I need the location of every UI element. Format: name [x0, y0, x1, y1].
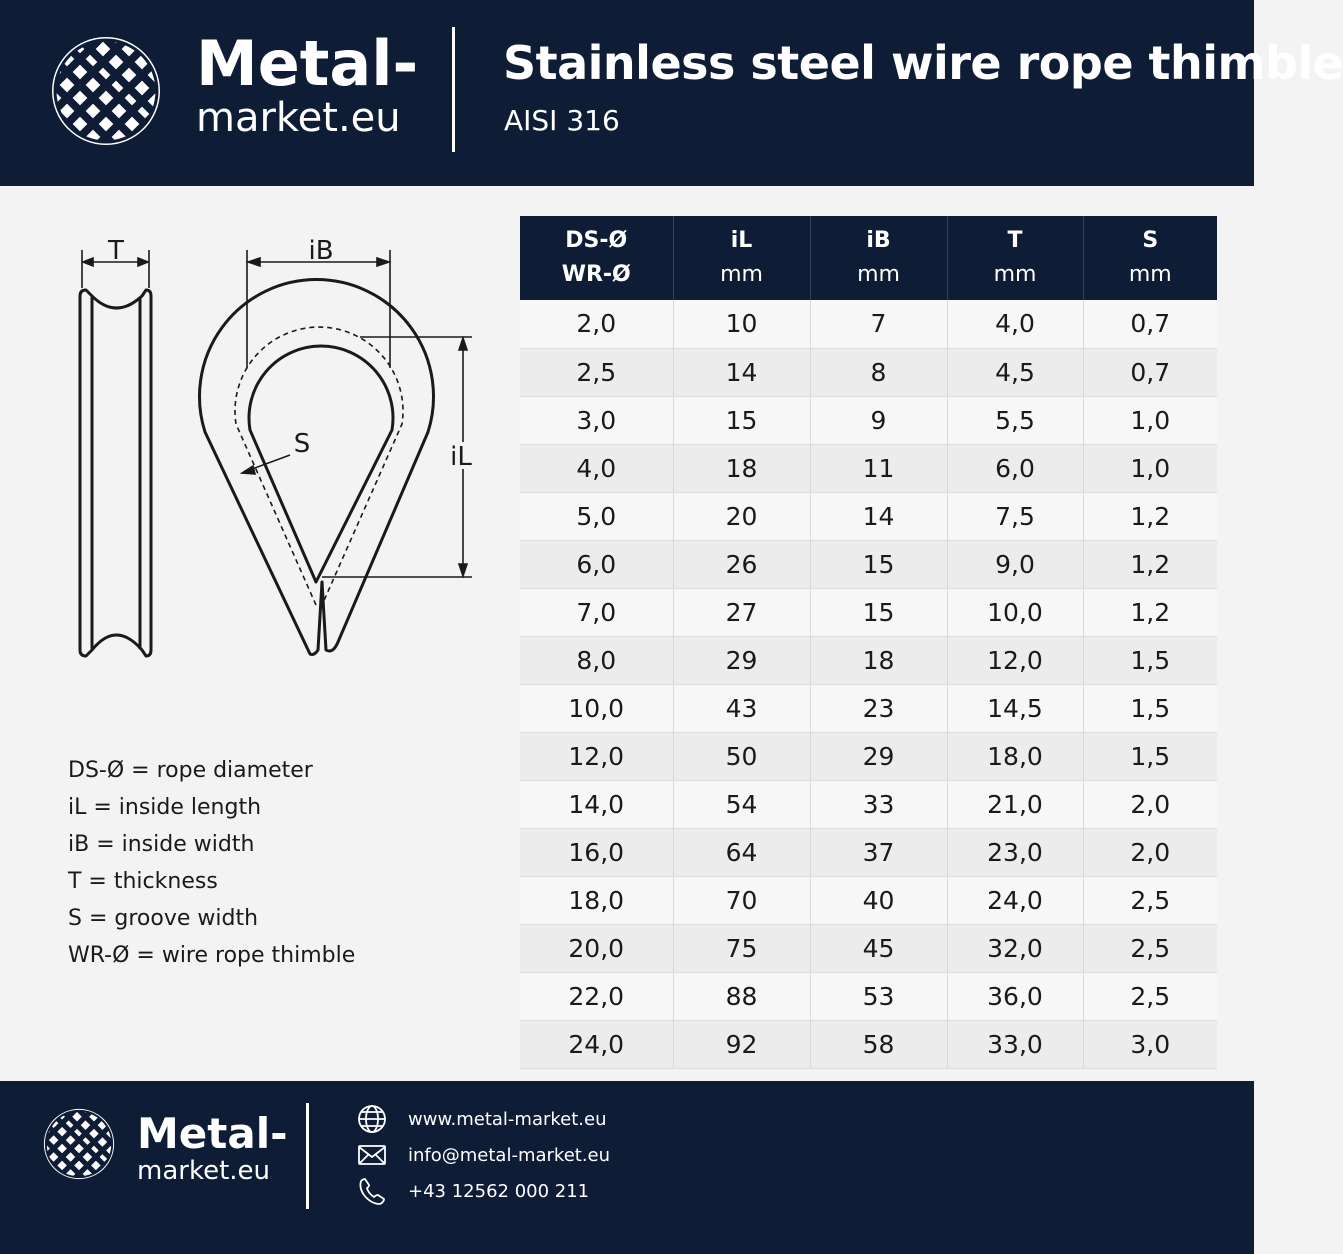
table-cell: 15: [810, 540, 947, 588]
table-cell: 12,0: [947, 636, 1083, 684]
table-row: [520, 876, 1217, 924]
table-cell: 3,0: [1083, 1020, 1217, 1068]
dim-label-iL: iL: [450, 442, 472, 472]
table-cell: 1,2: [1083, 540, 1217, 588]
table-cell: 1,0: [1083, 396, 1217, 444]
dim-label-T: T: [108, 236, 124, 266]
table-cell: 14,5: [947, 684, 1083, 732]
table-cell: 2,0: [520, 300, 673, 348]
table-cell: 12,0: [520, 732, 673, 780]
table-cell: 8,0: [520, 636, 673, 684]
table-cell: 18,0: [947, 732, 1083, 780]
col-header-s: [1083, 216, 1217, 300]
table-cell: 36,0: [947, 972, 1083, 1020]
footer-divider: [306, 1103, 309, 1209]
brand-name: [196, 27, 419, 141]
footer-brand-line1: Metal-: [137, 1109, 288, 1158]
col-header-t: [947, 216, 1083, 300]
table-cell: 1,0: [1083, 444, 1217, 492]
lattice-logo-icon: [40, 1105, 118, 1183]
col-header-label: T: [1007, 228, 1023, 253]
col-header-ib: [810, 216, 947, 300]
table-cell: 10,0: [947, 588, 1083, 636]
table-row: [520, 828, 1217, 876]
table-cell: 7,0: [520, 588, 673, 636]
table-cell: 4,5: [947, 348, 1083, 396]
table-cell: 6,0: [520, 540, 673, 588]
footer-banner: [0, 1081, 1254, 1254]
envelope-icon: [356, 1139, 388, 1171]
table-row: [520, 444, 1217, 492]
legend-item: DS-Ø = rope diameter: [68, 758, 313, 783]
table-cell: 70: [673, 876, 810, 924]
table-row: [520, 636, 1217, 684]
table-cell: 21,0: [947, 780, 1083, 828]
table-cell: 1,5: [1083, 732, 1217, 780]
front-view-outer: [200, 280, 434, 655]
table-cell: 32,0: [947, 924, 1083, 972]
table-cell: 2,5: [1083, 972, 1217, 1020]
table-cell: 2,5: [1083, 876, 1217, 924]
dim-label-iB: iB: [308, 236, 334, 266]
table-cell: 33: [810, 780, 947, 828]
table-cell: 58: [810, 1020, 947, 1068]
table-cell: 45: [810, 924, 947, 972]
dim-label-S: S: [293, 429, 311, 459]
table-cell: 24,0: [947, 876, 1083, 924]
table-cell: 1,5: [1083, 684, 1217, 732]
table-row: [520, 732, 1217, 780]
col-header-unit: mm: [857, 262, 900, 287]
table-cell: 92: [673, 1020, 810, 1068]
table-row: [520, 588, 1217, 636]
table-row: [520, 972, 1217, 1020]
phone-icon: [356, 1175, 388, 1207]
table-row: [520, 684, 1217, 732]
table-cell: 15: [810, 588, 947, 636]
table-header-row: [520, 216, 1217, 300]
table-cell: 1,5: [1083, 636, 1217, 684]
front-view-inner: [249, 346, 393, 582]
table-cell: 24,0: [520, 1020, 673, 1068]
col-header-label: iL: [730, 228, 753, 253]
table-cell: 2,0: [1083, 828, 1217, 876]
col-header-unit: mm: [720, 262, 763, 287]
legend-item: T = thickness: [68, 869, 218, 894]
table-cell: 2,5: [1083, 924, 1217, 972]
table-row: [520, 396, 1217, 444]
table-cell: 4,0: [520, 444, 673, 492]
col-header-unit: mm: [993, 262, 1037, 287]
header-divider: [452, 27, 455, 152]
table-row: [520, 300, 1217, 348]
table-row: [520, 780, 1217, 828]
col-header-label: iB: [866, 228, 891, 253]
table-row: [520, 348, 1217, 396]
website-text: www.metal-market.eu: [408, 1108, 607, 1130]
table-row: [520, 492, 1217, 540]
table-cell: 9: [810, 396, 947, 444]
table-cell: 11: [810, 444, 947, 492]
table-cell: 7,5: [947, 492, 1083, 540]
table-cell: 2,5: [520, 348, 673, 396]
table-cell: 1,2: [1083, 588, 1217, 636]
table-cell: 0,7: [1083, 300, 1217, 348]
table-cell: 88: [673, 972, 810, 1020]
table-cell: 26: [673, 540, 810, 588]
table-cell: 6,0: [947, 444, 1083, 492]
legend-item: iB = inside width: [68, 832, 255, 857]
table-cell: 18: [673, 444, 810, 492]
table-cell: 5,0: [520, 492, 673, 540]
table-cell: 2,0: [1083, 780, 1217, 828]
footer-brand-name: [137, 1111, 288, 1185]
table-cell: 40: [810, 876, 947, 924]
table-cell: 14: [810, 492, 947, 540]
table-cell: 20,0: [520, 924, 673, 972]
thimble-drawing: [60, 220, 500, 670]
table-cell: 20: [673, 492, 810, 540]
email-link[interactable]: [356, 1139, 610, 1171]
table-cell: 9,0: [947, 540, 1083, 588]
table-cell: 53: [810, 972, 947, 1020]
table-cell: 5,5: [947, 396, 1083, 444]
globe-icon: [356, 1103, 388, 1135]
table-cell: 14,0: [520, 780, 673, 828]
table-cell: 15: [673, 396, 810, 444]
table-cell: 8: [810, 348, 947, 396]
table-cell: 14: [673, 348, 810, 396]
legend-item: WR-Ø = wire rope thimble: [68, 943, 356, 968]
lattice-logo-icon: [46, 31, 166, 151]
table-row: [520, 1020, 1217, 1068]
table-cell: 1,2: [1083, 492, 1217, 540]
page-title: Stainless steel wire rope thimble: [503, 36, 1343, 90]
table-cell: 16,0: [520, 828, 673, 876]
header-banner: [0, 0, 1343, 186]
table-row: [520, 540, 1217, 588]
legend-item: iL = inside length: [68, 795, 262, 820]
col-header-label: DS-Ø: [565, 228, 628, 253]
table-cell: 54: [673, 780, 810, 828]
table-cell: 33,0: [947, 1020, 1083, 1068]
phone-link[interactable]: [356, 1175, 589, 1207]
col-header-il: [673, 216, 810, 300]
table-cell: 10,0: [520, 684, 673, 732]
table-row: [520, 924, 1217, 972]
legend: [68, 752, 355, 974]
spec-table: [520, 216, 1217, 1069]
col-header-sub: WR-Ø: [561, 262, 631, 287]
col-header-ds: [520, 216, 673, 300]
table-cell: 10: [673, 300, 810, 348]
table-cell: 3,0: [520, 396, 673, 444]
table-cell: 23: [810, 684, 947, 732]
col-header-label: S: [1142, 228, 1159, 253]
table-cell: 23,0: [947, 828, 1083, 876]
table-cell: 29: [810, 732, 947, 780]
brand-line1: Metal-: [196, 27, 419, 100]
brand-line2: market.eu: [196, 95, 401, 141]
table-cell: 18,0: [520, 876, 673, 924]
table-cell: 4,0: [947, 300, 1083, 348]
col-header-unit: mm: [1128, 262, 1172, 287]
table-cell: 18: [810, 636, 947, 684]
website-link[interactable]: [356, 1103, 607, 1135]
footer-brand-line2: market.eu: [137, 1156, 271, 1186]
table-cell: 27: [673, 588, 810, 636]
phone-text: +43 12562 000 211: [408, 1180, 590, 1202]
table-cell: 0,7: [1083, 348, 1217, 396]
page-subtitle: AISI 316: [504, 104, 620, 137]
table-cell: 7: [810, 300, 947, 348]
table-cell: 43: [673, 684, 810, 732]
table-cell: 37: [810, 828, 947, 876]
table-cell: 64: [673, 828, 810, 876]
table-cell: 29: [673, 636, 810, 684]
table-cell: 50: [673, 732, 810, 780]
table-cell: 22,0: [520, 972, 673, 1020]
email-text: info@metal-market.eu: [408, 1144, 611, 1166]
table-cell: 75: [673, 924, 810, 972]
legend-item: S = groove width: [68, 906, 259, 931]
